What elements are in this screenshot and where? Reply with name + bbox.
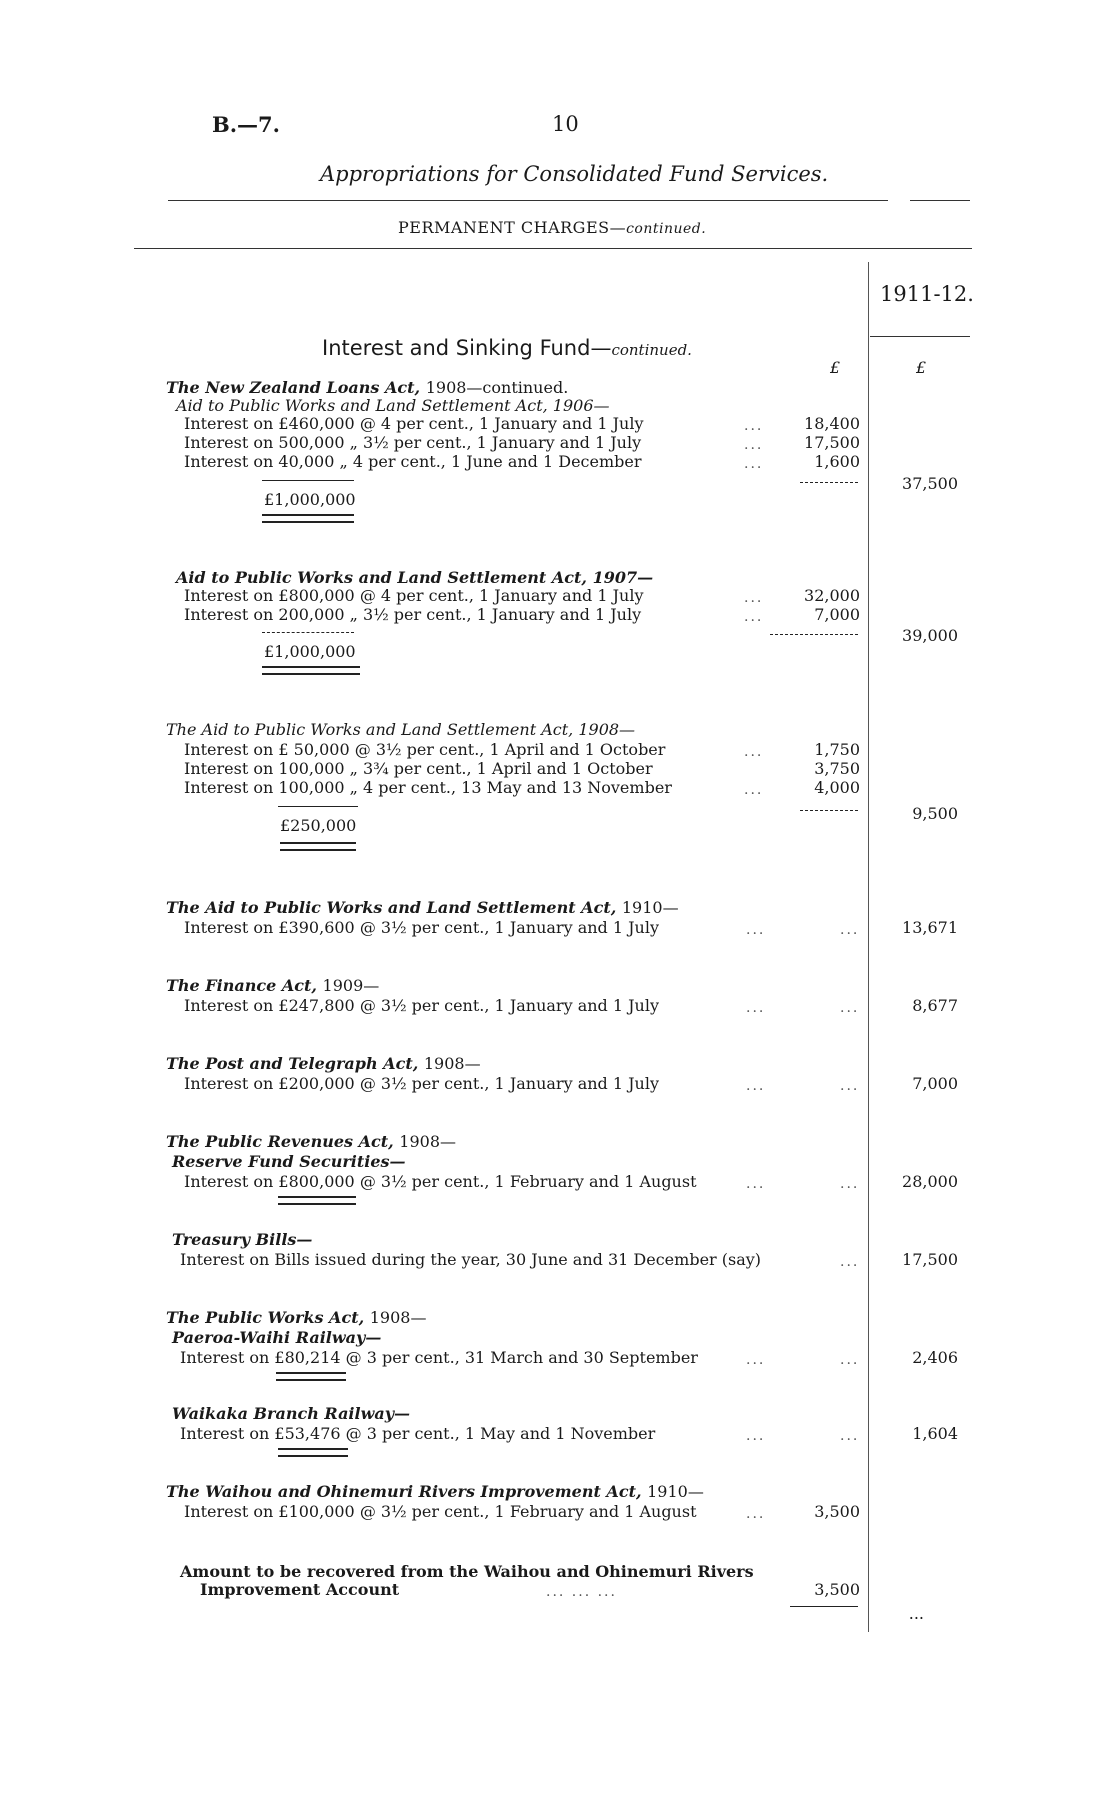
interest-line: Interest on £200,000 @ 3½ per cent., 1 January and 1 July — [184, 1074, 659, 1093]
title-rule-right — [910, 200, 970, 201]
amount: 1,750 — [814, 740, 860, 759]
interest-line: Interest on £53,476 @ 3 per cent., 1 May and 1 November — [180, 1424, 656, 1443]
act-year: 1910— — [647, 1482, 704, 1501]
interest-line: Interest on 100,000 „ 3¾ per cent., 1 April and 1 October — [184, 759, 653, 778]
title-rule — [168, 200, 888, 201]
leader-dots: ... — [744, 609, 764, 625]
sum-rule — [278, 806, 358, 807]
sub-act-title: Aid to Public Works and Land Settlement Act, 1906— — [176, 396, 610, 415]
act-title — [166, 1132, 456, 1151]
act-name: The Aid to Public Works and Land Settlement Act, — [166, 898, 617, 917]
leader-dots: ... — [744, 437, 764, 453]
sub-act-title: Waikaka Branch Railway— — [172, 1404, 411, 1423]
interest-line: Interest on £460,000 @ 4 per cent., 1 January and 1 July — [184, 414, 644, 433]
sub-act-title: Aid to Public Works and Land Settlement Act, 1907— — [176, 568, 654, 587]
leader-dots: ... — [746, 922, 766, 938]
act-title: The Aid to Public Works and Land Settlement Act, 1908— — [166, 720, 636, 739]
double-rule — [262, 514, 354, 523]
amount: 32,000 — [804, 586, 860, 605]
principal-total: £1,000,000 — [264, 490, 356, 509]
pound-sign-total: £ — [916, 358, 927, 377]
leader-dots: ... — [744, 456, 764, 472]
leader-dots: ... — [840, 1078, 860, 1094]
act-title — [166, 1482, 704, 1501]
section-subtitle — [398, 218, 706, 237]
interest-line: Interest on £80,214 @ 3 per cent., 31 March and 30 September — [180, 1348, 698, 1367]
double-rule — [278, 1196, 356, 1205]
act-name: The Public Works Act, — [166, 1308, 365, 1327]
act-year: 1909— — [322, 976, 380, 995]
act-title — [166, 1054, 481, 1073]
act-title — [166, 976, 379, 995]
leader-dots: ... — [746, 1000, 766, 1016]
act-name: The Public Revenues Act, — [166, 1132, 394, 1151]
amount: 3,500 — [814, 1580, 860, 1599]
amount: 3,750 — [814, 759, 860, 778]
act-year: 1908— — [399, 1132, 456, 1151]
amount: 3,500 — [814, 1502, 860, 1521]
year-total: 9,500 — [912, 804, 958, 823]
interest-line: Interest on £247,800 @ 3½ per cent., 1 January and 1 July — [184, 996, 659, 1015]
year-total: 28,000 — [902, 1172, 958, 1191]
interest-line: Interest on £390,600 @ 3½ per cent., 1 January and 1 July — [184, 918, 659, 937]
double-rule — [276, 1372, 346, 1381]
principal-total: £250,000 — [280, 816, 357, 835]
interest-line: Interest on 100,000 „ 4 per cent., 13 May and 13 November — [184, 778, 672, 797]
year-column-header: 1911-12. — [880, 282, 974, 306]
year-total: 17,500 — [902, 1250, 958, 1269]
principal-total: £1,000,000 — [264, 642, 356, 661]
leader-dots: ... — [746, 1176, 766, 1192]
act-year: 1908—continued. — [425, 378, 569, 397]
leader-dots: ... — [840, 1254, 860, 1270]
year-total: ... — [908, 1604, 924, 1623]
interest-line: Interest on £ 50,000 @ 3½ per cent., 1 April and 1 October — [184, 740, 666, 759]
leader-dots: ... — [746, 1428, 766, 1444]
leader-dots: ... — [840, 1176, 860, 1192]
act-year: 1908— — [423, 1054, 481, 1073]
leader-dots: ... — [840, 1352, 860, 1368]
year-total: 7,000 — [912, 1074, 958, 1093]
act-title — [166, 898, 679, 917]
document-code: B.—7. — [212, 112, 280, 137]
double-rule — [262, 666, 360, 675]
section-heading-continued: continued. — [611, 341, 692, 359]
act-name: The Waihou and Ohinemuri Rivers Improvement Act, — [166, 1482, 642, 1501]
amount: 4,000 — [814, 778, 860, 797]
leader-dots: ... — [840, 1428, 860, 1444]
subtotal-rule — [770, 634, 858, 635]
leader-dots: ... — [744, 590, 764, 606]
year-total: 1,604 — [912, 1424, 958, 1443]
pound-sign-detail: £ — [830, 358, 841, 377]
interest-line: Interest on £100,000 @ 3½ per cent., 1 February and 1 August — [184, 1502, 697, 1521]
recovery-line: Amount to be recovered from the Waihou and Ohinemuri Rivers — [180, 1562, 754, 1581]
interest-line: Interest on 40,000 „ 4 per cent., 1 June and 1 December — [184, 452, 642, 471]
act-name: The Post and Telegraph Act, — [166, 1054, 419, 1073]
act-name: The New Zealand Loans Act, — [166, 378, 421, 397]
section-heading-text: Interest and Sinking Fund— — [322, 336, 612, 360]
leader-dots: ... — [744, 744, 764, 760]
sub-act-title: Reserve Fund Securities— — [172, 1152, 406, 1171]
amount: 18,400 — [804, 414, 860, 433]
amount: 17,500 — [804, 433, 860, 452]
year-total: 13,671 — [902, 918, 958, 937]
page-number: 10 — [552, 112, 579, 136]
section-heading — [322, 336, 692, 360]
act-title: Treasury Bills— — [172, 1230, 313, 1249]
act-year: 1908— — [369, 1308, 427, 1327]
double-rule — [278, 1448, 348, 1457]
sub-act-title: Paeroa-Waihi Railway— — [172, 1328, 382, 1347]
double-rule — [280, 842, 356, 851]
leader-dots: ... — [840, 922, 860, 938]
year-rule — [870, 336, 970, 337]
subtitle-main: PERMANENT CHARGES— — [398, 218, 627, 237]
interest-line: Interest on 500,000 „ 3½ per cent., 1 January and 1 July — [184, 433, 642, 452]
subtitle-continued: continued. — [626, 221, 707, 237]
leader-dots: ... — [746, 1506, 766, 1522]
interest-line: Interest on £800,000 @ 3½ per cent., 1 February and 1 August — [184, 1172, 697, 1191]
amount: 7,000 — [814, 605, 860, 624]
recovery-line: Improvement Account — [200, 1580, 400, 1599]
year-total: 2,406 — [912, 1348, 958, 1367]
year-total: 39,000 — [902, 626, 958, 645]
act-title — [166, 1308, 426, 1327]
leader-dots: ... — [746, 1352, 766, 1368]
header-rule — [134, 248, 972, 249]
leader-dots: ... — [744, 782, 764, 798]
page-title: Appropriations for Consolidated Fund Services. — [320, 162, 829, 186]
leader-dots: ... — [744, 418, 764, 434]
year-total: 8,677 — [912, 996, 958, 1015]
leader-dots: ... — [746, 1078, 766, 1094]
leader-dots: ... — [840, 1000, 860, 1016]
interest-line: Interest on 200,000 „ 3½ per cent., 1 January and 1 July — [184, 605, 642, 624]
interest-line: Interest on Bills issued during the year, 30 June and 31 December (say) — [180, 1250, 762, 1269]
leader-dots: ... ... ... — [546, 1584, 617, 1600]
sum-rule — [262, 632, 354, 633]
act-title — [166, 378, 568, 397]
amount: 1,600 — [814, 452, 860, 471]
interest-line: Interest on £800,000 @ 4 per cent., 1 January and 1 July — [184, 586, 644, 605]
act-year: 1910— — [621, 898, 679, 917]
act-name: The Finance Act, — [166, 976, 317, 995]
year-total: 37,500 — [902, 474, 958, 493]
sum-rule — [262, 480, 354, 481]
